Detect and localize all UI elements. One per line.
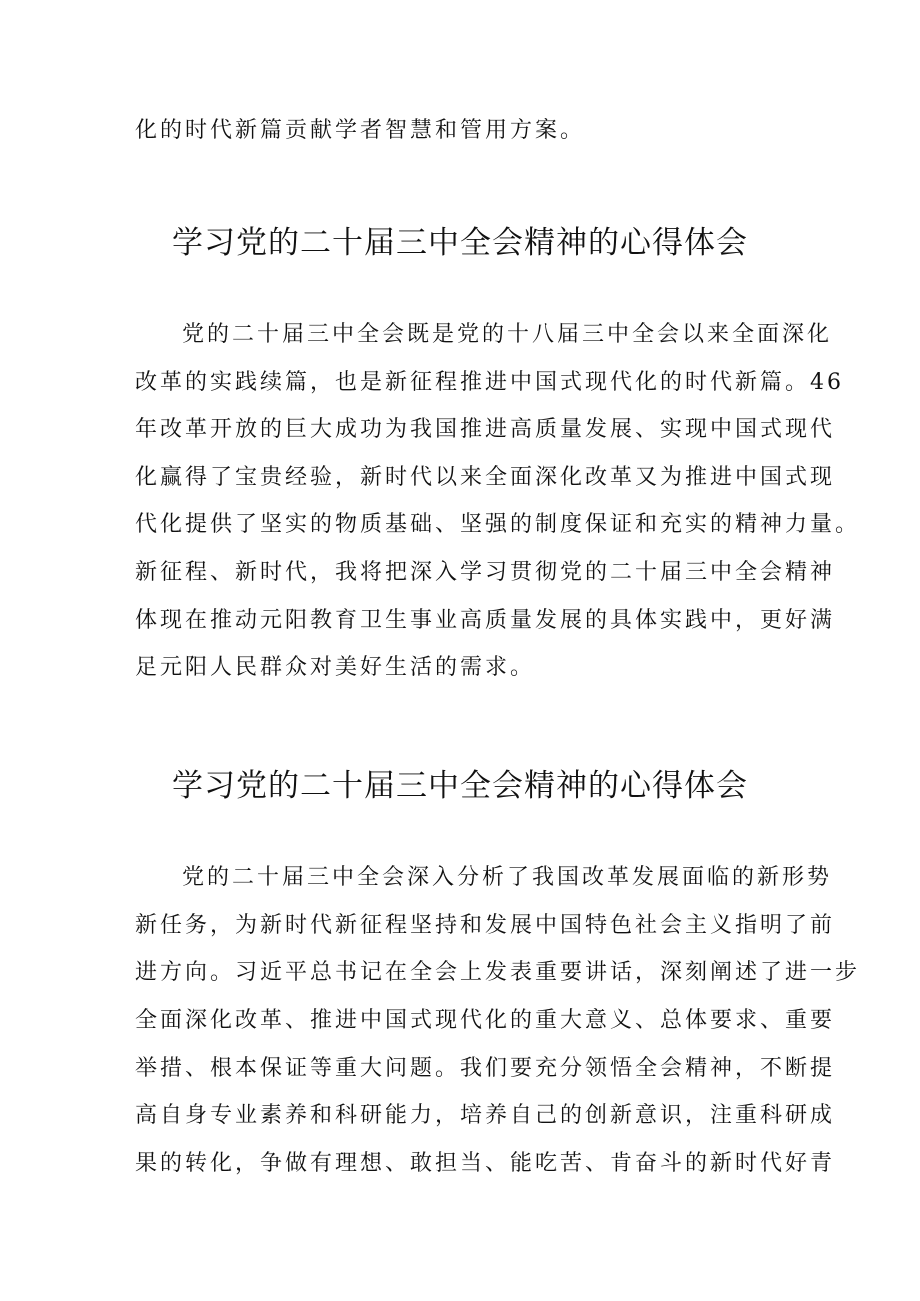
paragraph-line: 高自身专业素养和科研能力，培养自己的创新意识，注重科研成 — [135, 1103, 836, 1128]
paragraph-line: 化赢得了宝贵经验，新时代以来全面深化改革又为推进中国式现 — [135, 465, 836, 490]
paragraph-line: 化的时代新篇贡献学者智慧和管用方案。 — [135, 118, 586, 143]
paragraph-line: 代化提供了坚实的物质基础、坚强的制度保证和充实的精神力量。 — [135, 512, 861, 537]
paragraph-line: 举措、根本保证等重大问题。我们要充分领悟全会精神，不断提 — [135, 1056, 836, 1081]
paragraph-line: 果的转化，争做有理想、敢担当、能吃苦、肯奋斗的新时代好青 — [135, 1151, 836, 1176]
section-heading: 学习党的二十届三中全会精神的心得体会 — [172, 768, 748, 804]
paragraph-line: 进方向。习近平总书记在全会上发表重要讲话，深刻阐述了进一步 — [135, 960, 861, 985]
paragraph-line: 党的二十届三中全会既是党的十八届三中全会以来全面深化 — [182, 322, 833, 347]
paragraph-line: 改革的实践续篇，也是新征程推进中国式现代化的时代新篇。46 — [135, 370, 844, 395]
paragraph-line: 年改革开放的巨大成功为我国推进高质量发展、实现中国式现代 — [135, 417, 836, 442]
paragraph-line: 体现在推动元阳教育卫生事业高质量发展的具体实践中，更好满 — [135, 608, 836, 633]
paragraph-line: 新任务，为新时代新征程坚持和发展中国特色社会主义指明了前 — [135, 913, 836, 938]
section-heading: 学习党的二十届三中全会精神的心得体会 — [172, 225, 748, 261]
paragraph-line: 全面深化改革、推进中国式现代化的重大意义、总体要求、重要 — [135, 1008, 836, 1033]
paragraph-line: 新征程、新时代，我将把深入学习贯彻党的二十届三中全会精神 — [135, 560, 836, 585]
paragraph-line: 党的二十届三中全会深入分析了我国改革发展面临的新形势 — [182, 865, 833, 890]
paragraph-line: 足元阳人民群众对美好生活的需求。 — [135, 655, 536, 680]
